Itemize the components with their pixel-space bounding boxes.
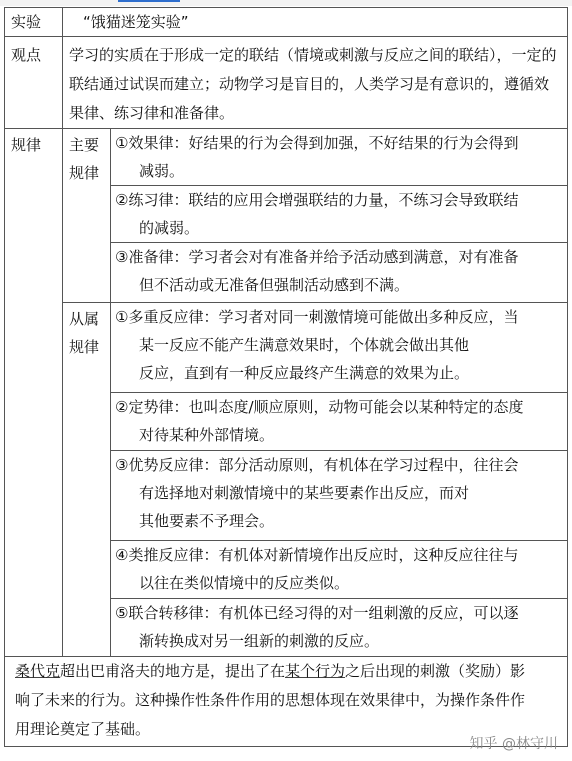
viewpoint-row: [5, 37, 568, 129]
law-exercise-line2: 的减弱。: [139, 219, 200, 237]
law-associative-shifting-line1: ⑤联合转移律：有机体已经习得的对一组刺激的反应，可以逐: [115, 604, 519, 622]
secondary-laws-label-line2: 规律: [69, 338, 100, 356]
header-label: 实验: [5, 8, 63, 37]
law-analogy-line2: 以往在类似情境中的反应类似。: [139, 574, 350, 592]
laws-label: 规律: [5, 129, 63, 657]
experiment-title: “饿猫迷笼实验”: [63, 8, 568, 37]
law-associative-shifting-line2: 渐转换成对另一组新的刺激的反应。: [139, 632, 380, 650]
secondary-laws-label-line1: 从属: [69, 310, 100, 328]
some-behavior: 某个行为: [285, 662, 346, 680]
main-laws-label-line2: 规律: [69, 164, 100, 182]
top-strip: [0, 0, 572, 6]
law-readiness-line1: ③准备律：学习者会对有准备并给予活动感到满意，对有准备: [115, 248, 519, 266]
law-readiness-line2: 但不活动或无准备但强制活动感到不满。: [139, 276, 410, 294]
viewpoint-label: 观点: [5, 37, 63, 129]
summary-line2: 响了未来的行为。这种操作性条件作用的思想体现在效果律中，为操作条件作: [15, 691, 526, 709]
law-prepotency-line3: 其他要素不予理会。: [139, 512, 275, 530]
law-multiple-response: [111, 303, 568, 393]
law-analogy: [111, 541, 568, 599]
secondary-laws-label: [63, 303, 111, 657]
header-row: [5, 8, 568, 37]
law-effect-line2: 减弱。: [139, 162, 185, 180]
summary-line1: [15, 657, 561, 686]
thorndike-name: 桑代克: [15, 662, 61, 680]
law-multiple-response-line1: ①多重反应律：学习者对同一刺激情境可能做出多种反应，当: [115, 308, 519, 326]
law-multiple-response-line2: 某一反应不能产生满意效果时，个体就会做出其他: [139, 336, 470, 354]
secondary-rule-row-1: [5, 303, 568, 393]
law-readiness: [111, 243, 568, 303]
law-analogy-line1: ④类推反应律：有机体对新情境作出反应时，这种反应往往与: [115, 546, 519, 564]
summary-line1-part2: 之后出现的刺激（奖励）影: [345, 662, 526, 680]
main-rule-row-1: [5, 129, 568, 186]
law-set: [111, 393, 568, 451]
viewpoint-text: 学习的实质在于形成一定的联结（情境或刺激与反应之间的联结），一定的联结通过试误而建立；动物学习是盲目的，人类学习是有意识的，遵循效果律、练习律和准备律。: [63, 37, 568, 129]
law-multiple-response-line3: 反应，直到有一种反应最终产生满意的效果为止。: [139, 364, 470, 382]
main-laws-label-line1: 主要: [69, 136, 100, 154]
link-fragment: [118, 0, 180, 2]
theory-table: [4, 7, 568, 747]
zhihu-watermark: 知乎 @林守川: [469, 736, 558, 752]
law-prepotency: [111, 451, 568, 541]
summary-line1-part1: 超出巴甫洛夫的地方是，提出了在: [60, 662, 286, 680]
law-exercise: [111, 186, 568, 243]
law-associative-shifting: [111, 599, 568, 657]
law-set-line1: ②定势律：也叫态度/顺应原则，动物可能会以某种特定的态度: [115, 398, 524, 416]
summary-line3: 用理论奠定了基础。: [15, 720, 151, 738]
law-set-line2: 对待某种外部情境。: [139, 426, 275, 444]
law-prepotency-line1: ③优势反应律：部分活动原则，有机体在学习过程中，往往会: [115, 456, 519, 474]
law-prepotency-line2: 有选择地对刺激情境中的某些要素作出反应，而对: [139, 484, 470, 502]
main-laws-label: [63, 129, 111, 303]
law-effect-line1: ①效果律：好结果的行为会得到加强，不好结果的行为会得到: [115, 134, 519, 152]
law-effect: [111, 129, 568, 186]
law-exercise-line1: ②练习律：联结的应用会增强联结的力量，不练习会导致联结: [115, 191, 519, 209]
